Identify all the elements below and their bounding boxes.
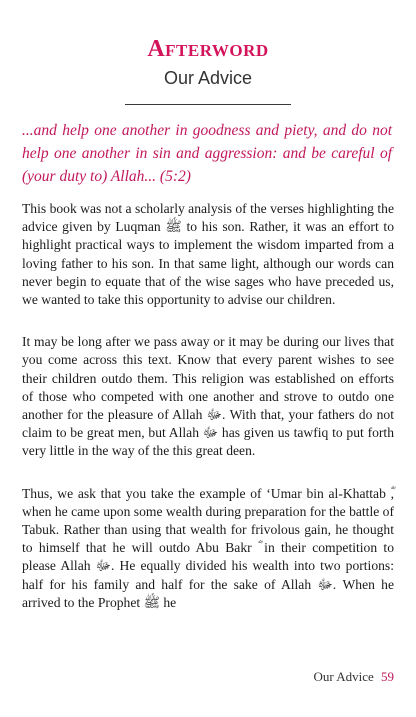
page-footer bbox=[313, 669, 394, 685]
page-number: 59 bbox=[381, 669, 394, 684]
paragraph-3: Thus, we ask that you take the example of ‘Umar bin al-Khattab ؓ, when he came upon some wealth during preparation for the battle of Tabuk. Rather than using that wealth for frivolous gain, he thought to himself that he will outdo Abu Bakr ؓ in their competition to please Allah ﷻ. He equally divided his wealth into two portions: half for his family and half for the sake of Allah ﷻ. When he arrived to the Prophet ﷺ he bbox=[22, 485, 395, 610]
paragraph-1: This book was not a scholarly analysis of the verses highlighting the advice given by Luqman ﷺ to his son. Rather, it was an effort to highlight practical ways to implement the wisdom imparted from a loving father to his son. In that same light, although our words can never begin to equate that of the wise sages who have preceded us, we wanted to take this opportunity to advise our children. bbox=[22, 201, 394, 308]
quranic-quote: ...and help one another in goodness and piety, and do not help one another in sin and aggression: and be careful of (your duty to) Allah... (5:2) bbox=[22, 122, 392, 185]
running-title: Our Advice bbox=[313, 669, 374, 684]
paragraph-2: It may be long after we pass away or it may be during our lives that you come across this text. Know that every parent wishes to see their children outdo them. This religion was established on efforts of those who competed with one another and strove to outdo one another for the pleasure of Allah ﷻ. With that, your fathers do not claim to be great men, but Allah ﷻ has given us tawfiq to put forth very little in the way of the this great deen. bbox=[22, 334, 394, 459]
chapter-subtitle: Our Advice bbox=[163, 68, 253, 88]
body-text bbox=[22, 200, 394, 612]
chapter-title: Afterword bbox=[147, 36, 269, 62]
title-divider bbox=[125, 104, 291, 105]
